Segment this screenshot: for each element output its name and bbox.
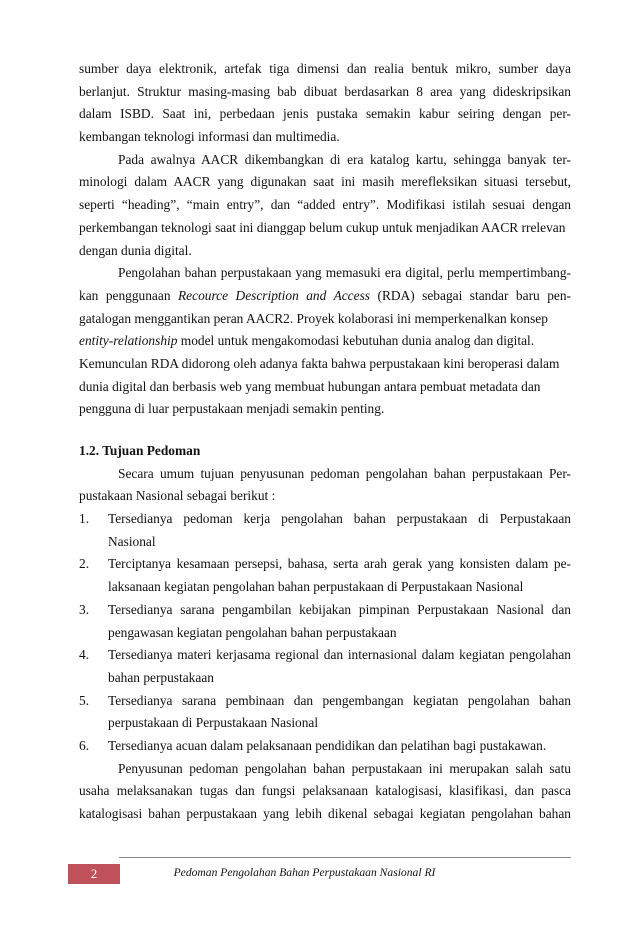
- list-text: Nasional: [108, 533, 156, 549]
- list-text: Tersedianya sarana pembinaan dan pengembangan kegiatan pengolahan bahan: [108, 692, 571, 708]
- text-span: kan penggunaan: [79, 287, 178, 303]
- page-footer: [68, 857, 571, 885]
- text-line: Pada awalnya AACR dikembangkan di era katalog kartu, sehingga banyak ter-: [118, 151, 571, 167]
- list-text: pengawasan kegiatan pengolahan bahan perpustakaan: [108, 624, 397, 640]
- text-line: kembangan teknologi informasi dan multimedia.: [79, 129, 340, 145]
- text-line: sumber daya elektronik, artefak tiga dimensi dan realia bentuk mikro, sumber daya: [79, 61, 571, 76]
- list-text: Terciptanya kesamaan persepsi, bahasa, serta arah gerak yang konsisten dalam pe-: [108, 556, 571, 572]
- section-heading: 1.2. Tujuan Pedoman: [79, 443, 201, 458]
- list-number: 6.: [79, 737, 90, 753]
- text-line: dengan dunia digital.: [79, 242, 192, 258]
- text-line: berlanjut. Struktur masing-masing bab dibuat berdasarkan 8 area yang dideskripsikan: [79, 83, 571, 99]
- italic-term: Recource Description and Access: [178, 287, 370, 303]
- footer-title: Pedoman Pengolahan Bahan Perpustakaan Nasional RI: [173, 866, 436, 879]
- text-line: [79, 330, 571, 353]
- text-line: dunia digital dan berbasis web yang membuat hubungan antara pembuat metadata dan: [79, 378, 541, 394]
- list-text: Tersedianya sarana pengambilan kebijakan pimpinan Perpustakaan Nasional dan: [108, 601, 571, 617]
- list-item: [79, 508, 571, 531]
- list-number: 4.: [79, 647, 90, 663]
- paragraph-1: [79, 58, 571, 149]
- intro-paragraph: [79, 463, 571, 508]
- list-item-continuation: [79, 531, 571, 554]
- page-number-badge: 2: [68, 864, 120, 884]
- list-number: 3.: [79, 601, 90, 617]
- text-line: minologi dalam AACR yang digunakan saat ini masih merefleksikan situasi tersebut,: [79, 174, 571, 190]
- list-text: Tersedianya acuan dalam pelaksanaan pendidikan dan pelatihan bagi pustakawan.: [108, 737, 547, 753]
- paragraph-2: [79, 149, 571, 262]
- page-body: [79, 58, 571, 826]
- text-line: perkembangan teknologi saat ini dianggap belum cukup untuk menjadikan AACR rrelevan: [79, 219, 566, 235]
- list-item: [79, 644, 571, 667]
- text-line: pustakaan Nasional sebagai berikut :: [79, 488, 276, 504]
- italic-term: entity-relationship: [79, 333, 178, 349]
- list-item: [79, 690, 571, 713]
- list-item: [79, 599, 571, 622]
- list-text: perpustakaan di Perpustakaan Nasional: [108, 715, 319, 731]
- text-span: (RDA) sebagai standar baru pen-: [370, 287, 571, 303]
- list-item-continuation: [79, 667, 571, 690]
- text-line: [79, 285, 571, 308]
- closing-paragraph: [79, 758, 571, 826]
- text-line: Secara umum tujuan penyusunan pedoman pengolahan bahan perpustakaan Per-: [118, 465, 571, 481]
- text-line: pengguna di luar perpustakaan menjadi semakin penting.: [79, 401, 385, 417]
- list-item-continuation: [79, 576, 571, 599]
- list-item: [79, 735, 571, 758]
- text-line: usaha melaksanakan tugas dan fungsi pelaksanaan katalogisasi, klasifikasi, dan pasca: [79, 783, 571, 799]
- text-line: Penyusunan pedoman pengolahan bahan perpustakaan ini merupakan salah satu: [118, 760, 571, 776]
- text-line: seperti “heading”, “main entry”, dan “added entry”. Modifikasi istilah sesuai dengan: [79, 197, 571, 213]
- list-item-continuation: [79, 622, 571, 645]
- list-number: 1.: [79, 511, 90, 527]
- paragraph-gap: [79, 421, 571, 440]
- list-text: Tersedianya materi kerjasama regional dan internasional dalam kegiatan pengolahan: [108, 647, 571, 663]
- objectives-list: [79, 508, 571, 758]
- footer-divider: [119, 857, 571, 858]
- list-number: 5.: [79, 692, 90, 708]
- text-span: model untuk mengakomodasi kebutuhan dunia analog dan digital.: [177, 333, 535, 349]
- paragraph-3: [79, 262, 571, 421]
- text-line: katalogisasi bahan perpustakaan yang lebih dikenal sebagai kegiatan pengolahan bahan: [79, 806, 571, 821]
- text-line: Kemunculan RDA didorong oleh adanya fakta bahwa perpustakaan kini beroperasi dalam: [79, 355, 560, 371]
- list-text: Tersedianya pedoman kerja pengolahan bahan perpustakaan di Perpustakaan: [108, 511, 571, 527]
- list-text: laksanaan kegiatan pengolahan bahan perpustakaan di Perpustakaan Nasional: [108, 579, 524, 595]
- list-item: [79, 553, 571, 576]
- list-text: bahan perpustakaan: [108, 669, 214, 685]
- text-line: Pengolahan bahan perpustakaan yang memasuki era digital, perlu mempertimbang-: [118, 265, 571, 281]
- text-line: gatalogan menggantikan peran AACR2. Proyek kolaborasi ini memperkenalkan konsep: [79, 310, 548, 326]
- text-line: dalam ISBD. Saat ini, perbedaan jenis pustaka semakin kabur seiring dengan per-: [79, 106, 571, 122]
- list-number: 2.: [79, 556, 90, 572]
- list-item-continuation: [79, 712, 571, 735]
